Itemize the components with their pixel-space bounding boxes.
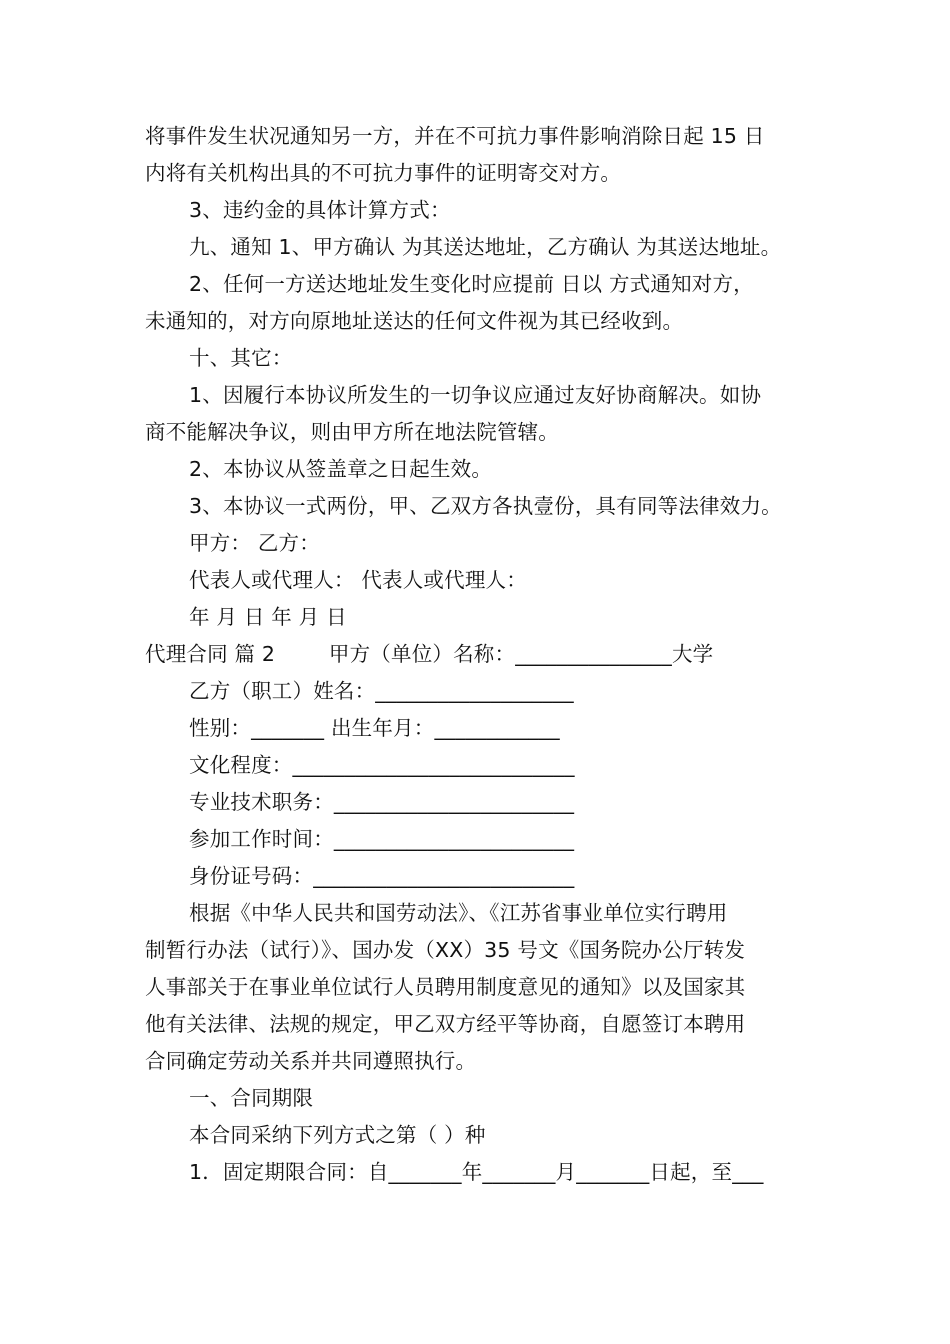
text-line: 他有关法律、法规的规定，甲乙双方经平等协商，自愿签订本聘用: [145, 1012, 746, 1036]
text-line: 制暂行办法（试行）》、国办发（XX）35 号文《国务院办公厅转发: [145, 938, 746, 962]
form-field: 参加工作时间：_______________________: [189, 827, 575, 851]
text-line: 1、因履行本协议所发生的一切争议应通过友好协商解决。如协: [189, 383, 762, 407]
section-heading: 一、合同期限: [189, 1086, 314, 1110]
text-line: 合同确定劳动关系并共同遵照执行。: [145, 1049, 477, 1073]
date-line: 年 月 日 年 月 日: [189, 605, 347, 629]
text-line: 九、通知 1、甲方确认 为其送达地址，乙方确认 为其送达地址。: [189, 235, 782, 259]
contract-title-line: 代理合同 篇 2 甲方（单位）名称：_______________大学: [145, 642, 714, 666]
text-line: 根据《中华人民共和国劳动法》、《江苏省事业单位实行聘用: [189, 901, 728, 925]
text-line: 本合同采纳下列方式之第（ ）种: [189, 1123, 486, 1147]
form-field: 性别：_______ 出生年月：____________: [189, 716, 560, 740]
text-line: 2、任何一方送达地址发生变化时应提前 日以 方式通知对方，: [189, 272, 754, 296]
text-line: 将事件发生状况通知另一方，并在不可抗力事件影响消除日起 15 日: [145, 124, 765, 148]
form-field: 文化程度：___________________________: [189, 753, 575, 777]
text-line: 3、违约金的具体计算方式：: [189, 198, 451, 222]
section-heading: 十、其它：: [189, 346, 293, 370]
form-field: 乙方（职工）姓名：___________________: [189, 679, 574, 703]
text-line: 商不能解决争议，则由甲方所在地法院管辖。: [145, 420, 559, 444]
signature-line: 代表人或代理人： 代表人或代理人：: [189, 568, 527, 592]
signature-line: 甲方： 乙方：: [189, 531, 320, 555]
text-line: 人事部关于在事业单位试行人员聘用制度意见的通知》以及国家其: [145, 975, 746, 999]
form-field: 专业技术职务：_______________________: [189, 790, 575, 814]
text-line: 3、本协议一式两份，甲、乙双方各执壹份，具有同等法律效力。: [189, 494, 782, 518]
text-line: 2、本协议从签盖章之日起生效。: [189, 457, 493, 481]
form-field: 身份证号码：_________________________: [189, 864, 575, 888]
text-line: 未通知的，对方向原地址送达的任何文件视为其已经收到。: [145, 309, 684, 333]
text-line: 1．固定期限合同：自_______年_______月_______日起，至___: [189, 1160, 764, 1184]
text-line: 内将有关机构出具的不可抗力事件的证明寄交对方。: [145, 161, 622, 185]
